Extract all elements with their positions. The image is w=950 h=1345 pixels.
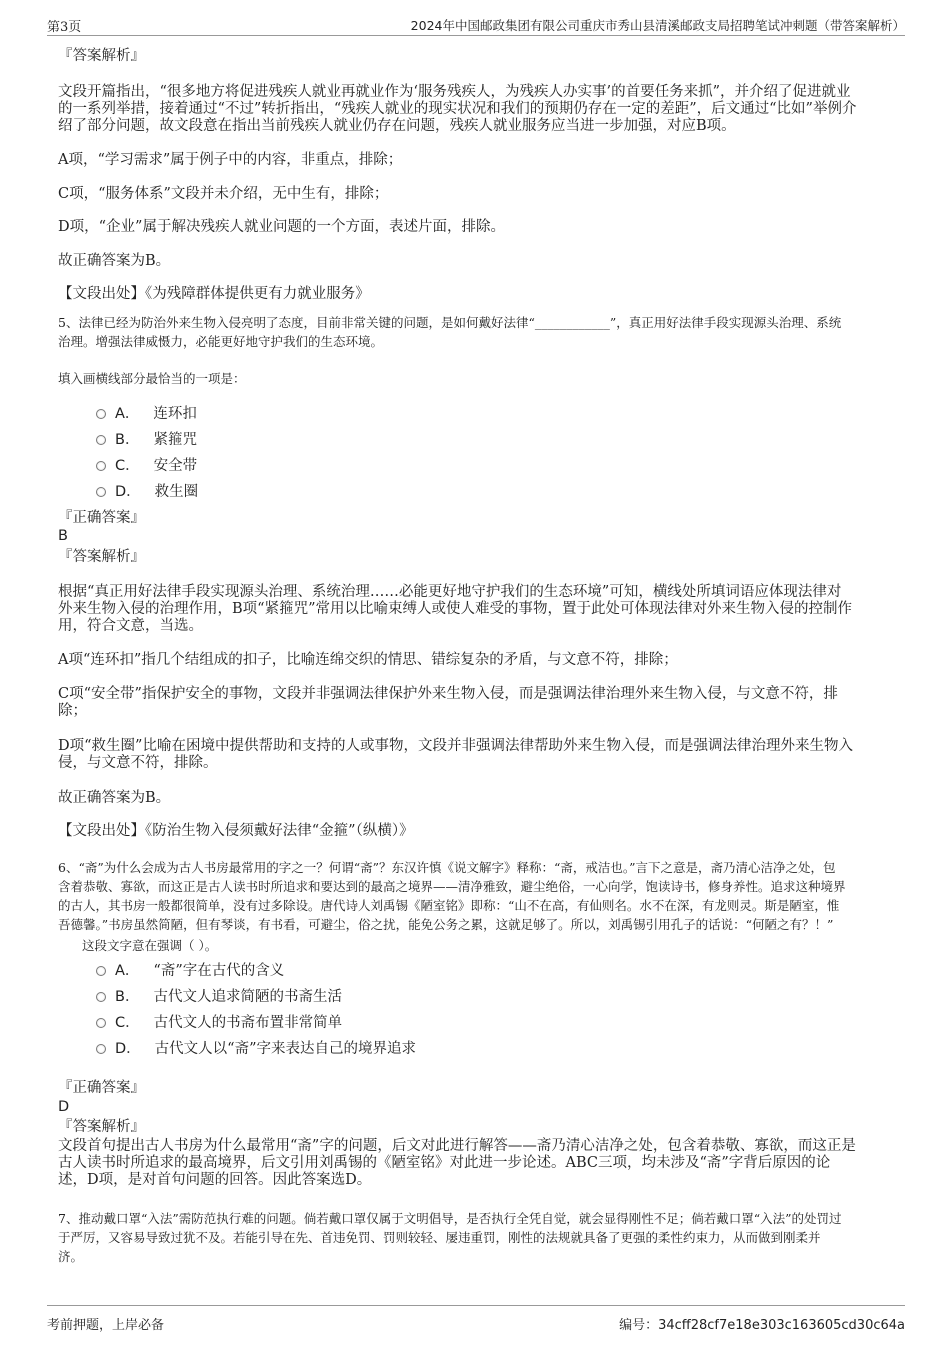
option-text: 古代文人追求简陋的书斋生活 <box>153 988 342 1005</box>
radio-icon[interactable] <box>96 461 106 471</box>
q6-answer-label: 『正确答案』 <box>58 1080 145 1096</box>
radio-icon[interactable] <box>96 966 106 976</box>
q7-stem-line: 于严厉，又容易导致过犹不及。若能引导在先、首违免罚、罚则较轻、屡违重罚，刚性的法规就具备了更强的柔性约束力，从而做到刚柔并 <box>58 1230 821 1245</box>
option-letter: A． <box>115 962 140 979</box>
radio-icon[interactable] <box>96 409 106 419</box>
option-text: 安全带 <box>153 457 198 474</box>
option-letter: C． <box>115 1014 140 1031</box>
q4-analysis-label: 『答案解析』 <box>58 48 145 64</box>
option-letter: C． <box>115 457 140 474</box>
footer-slogan: 考前押题，上岸必备 <box>47 1318 165 1333</box>
q5-conclusion: 故正确答案为B。 <box>58 790 171 806</box>
q4-analysis-line: 的一系列举措，接着通过“不过”转折指出，“残疾人就业的现实状况和我们的预期仍存在一定的差距”，后文通过“比如”举例介 <box>58 101 857 117</box>
q5-option-b[interactable] <box>96 428 197 448</box>
q6-analysis-line: 述，D项，是对首句问题的回答。因此答案选D。 <box>58 1172 372 1188</box>
q5-analysis-paragraph <box>58 584 908 635</box>
q7-stem-line: 济。 <box>58 1249 84 1264</box>
q7-stem <box>58 1209 908 1266</box>
q5-option-d-line: D项“救生圈”比喻在困境中提供帮助和支持的人或事物，文段并非强调法律帮助外来生物入侵，而是强调法律治理外来生物入 <box>58 738 853 754</box>
q6-option-c[interactable] <box>96 1011 342 1031</box>
q5-answer: B <box>58 528 68 544</box>
option-letter: B． <box>115 431 140 448</box>
q6-option-b[interactable] <box>96 985 342 1005</box>
serial-label: 编号： <box>619 1318 659 1333</box>
q5-option-d[interactable] <box>96 480 198 500</box>
q4-option-a-analysis: A项，“学习需求”属于例子中的内容，非重点，排除； <box>58 152 403 168</box>
q5-option-c-line: C项“安全带”指保护安全的事物，文段并非强调法律保护外来生物入侵，而是强调法律治理外来生物入侵，与文意不符，排 <box>58 686 838 702</box>
q5-source: 【文段出处】《防治生物入侵须戴好法律“金箍”（纵横）》 <box>58 823 414 839</box>
option-letter: A． <box>115 405 140 422</box>
serial-code: 34cff28cf7e18e303c163605cd30c64a <box>658 1318 905 1333</box>
q4-analysis-paragraph <box>58 84 908 135</box>
q5-option-c[interactable] <box>96 454 197 474</box>
q5-stem-line: 治理。增强法律威慑力，必能更好地守护我们的生态环境。 <box>58 334 384 349</box>
page-footer <box>47 1305 905 1333</box>
q4-source: 【文段出处】《为残障群体提供更有力就业服务》 <box>58 286 370 302</box>
q6-stem-line: 6、“斋”为什么会成为古人书房最常用的字之一？何谓“斋”？东汉许慎《说文解字》释称：“斋，戒洁也。”言下之意是，斋乃清心洁净之处，包 <box>58 860 836 875</box>
q7-stem-line: 7、推动戴口罩“入法”需防范执行难的问题。倘若戴口罩仅属于文明倡导，是否执行全凭自觉，就会显得刚性不足；倘若戴口罩“入法”的处罚过 <box>58 1211 842 1226</box>
q5-analysis-line: 外来生物入侵的治理作用，B项“紧箍咒”常用以比喻束缚人或使人难受的事物，置于此处可体现法律对外来生物入侵的控制作 <box>58 601 852 617</box>
q6-analysis <box>58 1138 908 1189</box>
radio-icon[interactable] <box>96 1044 106 1054</box>
q6-stem <box>58 858 908 934</box>
q6-analysis-line: 文段首句提出古人书房为什么最常用“斋”字的问题，后文对此进行解答——斋乃清心洁净之处，包含着恭敬、寡欲，而这正是 <box>58 1138 856 1154</box>
option-letter: B． <box>115 988 140 1005</box>
option-text: 古代文人以“斋”字来表达自己的境界追求 <box>154 1040 416 1057</box>
q6-option-a[interactable] <box>96 959 284 979</box>
q4-option-c-analysis: C项，“服务体系”文段并未介绍，无中生有，排除； <box>58 186 389 202</box>
q4-conclusion: 故正确答案为B。 <box>58 253 171 269</box>
radio-icon[interactable] <box>96 435 106 445</box>
option-text: 古代文人的书斋布置非常简单 <box>153 1014 343 1031</box>
q5-option-d-line: 侵，与文意不符，排除。 <box>58 755 218 771</box>
q5-analysis-line: 用，符合文意，当选。 <box>58 618 203 634</box>
option-text: 紧箍咒 <box>153 431 197 448</box>
q5-option-a-analysis: A项“连环扣”指几个结组成的扣子，比喻连绵交织的情思、错综复杂的矛盾，与文意不符，排除； <box>58 652 678 668</box>
option-text: “斋”字在古代的含义 <box>153 962 285 979</box>
radio-icon[interactable] <box>96 1018 106 1028</box>
q5-option-d-analysis <box>58 738 908 772</box>
option-text: 救生圈 <box>154 483 199 500</box>
option-text: 连环扣 <box>153 405 197 422</box>
q4-option-d-analysis: D项，“企业”属于解决残疾人就业问题的一个方面，表述片面，排除。 <box>58 219 505 235</box>
radio-icon[interactable] <box>96 992 106 1002</box>
page-number: 第3页 <box>47 20 82 35</box>
q6-analysis-line: 古人读书时所追求的最高境界，后文引用刘禹锡的《陋室铭》对此进一步论述。ABC三项，均未涉及“斋”字背后原因的论 <box>58 1155 831 1171</box>
q6-answer: D <box>58 1099 70 1115</box>
q5-option-c-line: 除； <box>58 703 87 719</box>
q4-analysis-line: 绍了部分问题，故文段意在指出当前残疾人就业仍存在问题，残疾人就业服务应当进一步加强，对应B项。 <box>58 118 736 134</box>
option-letter: D． <box>115 483 141 500</box>
q5-stem <box>58 313 908 351</box>
q6-stem-line: 吾德馨。”书房虽然简陋，但有琴谈，有书看，可避尘，俗之扰，能免公务之累，这就足够了。所以，刘禹锡引用孔子的话说：“何陋之有？！” <box>58 917 834 932</box>
q4-analysis-line: 文段开篇指出，“很多地方将促进残疾人就业再就业作为‘服务残疾人，为残疾人办实事’的首要任务来抓”，并介绍了促进就业 <box>58 84 851 100</box>
q5-stem-line: 5、法律已经为防治外来生物入侵亮明了态度，目前非常关键的问题，是如何戴好法律“____________”，真正用好法律手段实现源头治理、系统 <box>58 315 842 330</box>
q6-option-d[interactable] <box>96 1037 416 1057</box>
q6-stem-tail: 这段文字意在强调（ ）。 <box>82 938 218 953</box>
q5-analysis-label: 『答案解析』 <box>58 549 145 565</box>
q5-answer-label: 『正确答案』 <box>58 510 145 526</box>
option-letter: D． <box>115 1040 141 1057</box>
q6-stem-line: 含着恭敬、寡欲，而这正是古人读书时所追求和要达到的最高之境界——清净雅致，避尘绝俗，一心向学，饱读诗书，修身养性。追求这种境界 <box>58 879 846 894</box>
footer-serial <box>619 1314 905 1333</box>
q5-analysis-line: 根据“真正用好法律手段实现源头治理、系统治理……必能更好地守护我们的生态环境”可知，横线处所填词语应体现法律对 <box>58 584 842 600</box>
radio-icon[interactable] <box>96 487 106 497</box>
document-title: 2024年中国邮政集团有限公司重庆市秀山县清溪邮政支局招聘笔试冲刺题（带答案解析） <box>410 18 905 33</box>
q6-analysis-label: 『答案解析』 <box>58 1119 145 1135</box>
q5-prompt: 填入画横线部分最恰当的一项是： <box>58 371 246 386</box>
page-header <box>47 12 905 36</box>
q5-option-c-analysis <box>58 686 908 720</box>
q6-stem-line: 的古人，其书房一般都很简单，没有过多除设。唐代诗人刘禹锡《陋室铭》即称：“山不在高，有仙则名。水不在深，有龙则灵。斯是陋室，惟 <box>58 898 840 913</box>
q5-option-a[interactable] <box>96 402 197 422</box>
